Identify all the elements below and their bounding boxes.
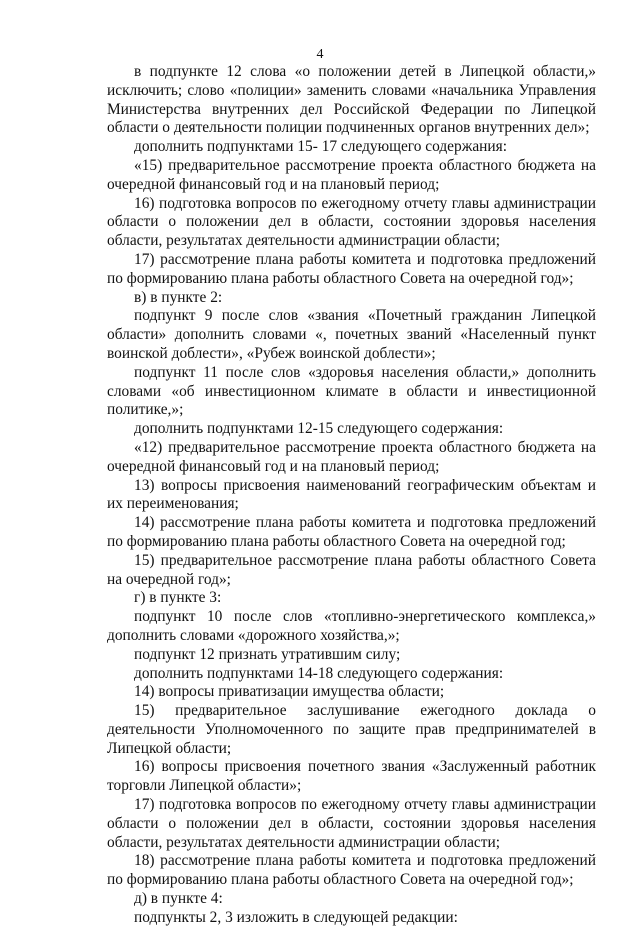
paragraph: д) в пункте 4: [134, 890, 223, 908]
document-body [107, 63, 596, 928]
paragraph: 15) предварительное заслушивание ежегодного доклада о деятельности Уполномоченного по защите прав предпринимателей в Липецкой области; [107, 702, 596, 757]
paragraph: 17) подготовка вопросов по ежегодному отчету главы администрации области о положении дел в области, состоянии здоровья населения области, результатах деятельности администрации области; [107, 796, 596, 851]
paragraph: 18) рассмотрение плана работы комитета и подготовка предложений по формированию плана работы областного Совета на очередной год»; [107, 852, 596, 889]
paragraph: 17) рассмотрение плана работы комитета и подготовка предложений по формированию плана работы областного Совета на очередной год»; [107, 250, 596, 287]
paragraph: подпункт 10 после слов «топливно-энергетического комплекса,» дополнить словами «дорожного хозяйства,»; [107, 608, 596, 644]
paragraph: в) в пункте 2: [134, 288, 223, 306]
paragraph: г) в пункте 3: [134, 589, 222, 607]
paragraph: 13) вопросы присвоения наименований географическим объектам и их переименования; [107, 476, 596, 513]
paragraph: 16) подготовка вопросов по ежегодному отчету главы администрации области о положении дел в области, состоянии здоровья населения области, результатах деятельности администрации области; [107, 194, 596, 250]
paragraph: в подпункте 12 слова «о положении детей в Липецкой области,» исключить; слово «полиции» заменить словами «начальника Управления Министерства внутренних дел Российской Федерации по Липецкой области о деятельности полиции подчиненных органов внутренних дел»; [107, 63, 596, 137]
paragraph: 14) рассмотрение плана работы комитета и подготовка предложений по формированию плана работы областного Совета на очередной год; [107, 514, 596, 550]
paragraph: 16) вопросы присвоения почетного звания «Заслуженный работник торговли Липецкой области»; [107, 758, 596, 795]
paragraph: 14) вопросы приватизации имущества области; [134, 683, 445, 701]
paragraph: 15) предварительное рассмотрение плана работы областного Совета на очередной год»; [107, 551, 596, 588]
paragraph: дополнить подпунктами 14-18 следующего содержания: [134, 664, 504, 682]
paragraph: подпункт 12 признать утратившим силу; [134, 645, 401, 663]
paragraph: дополнить подпунктами 12-15 следующего содержания: [134, 420, 504, 438]
paragraph: подпункты 2, 3 изложить в следующей редакции: [134, 908, 458, 926]
paragraph: «15) предварительное рассмотрение проекта областного бюджета на очередной финансовый год и на плановый период; [107, 156, 596, 193]
paragraph: «12) предварительное рассмотрение проекта областного бюджета на очередной финансовый год и на плановый период; [107, 438, 596, 475]
page-number: 4 [316, 47, 324, 62]
paragraph: подпункт 11 после слов «здоровья населения области,» дополнить словами «об инвестиционном климате в области и инвестиционной политике,»; [107, 363, 596, 419]
paragraph: подпункт 9 после слов «звания «Почетный гражданин Липецкой области» дополнить словами «, почетных званий «Населенный пункт воинской доблести», «Рубеж воинской доблести»; [107, 307, 596, 362]
paragraph: дополнить подпунктами 15- 17 следующего содержания: [134, 138, 507, 156]
